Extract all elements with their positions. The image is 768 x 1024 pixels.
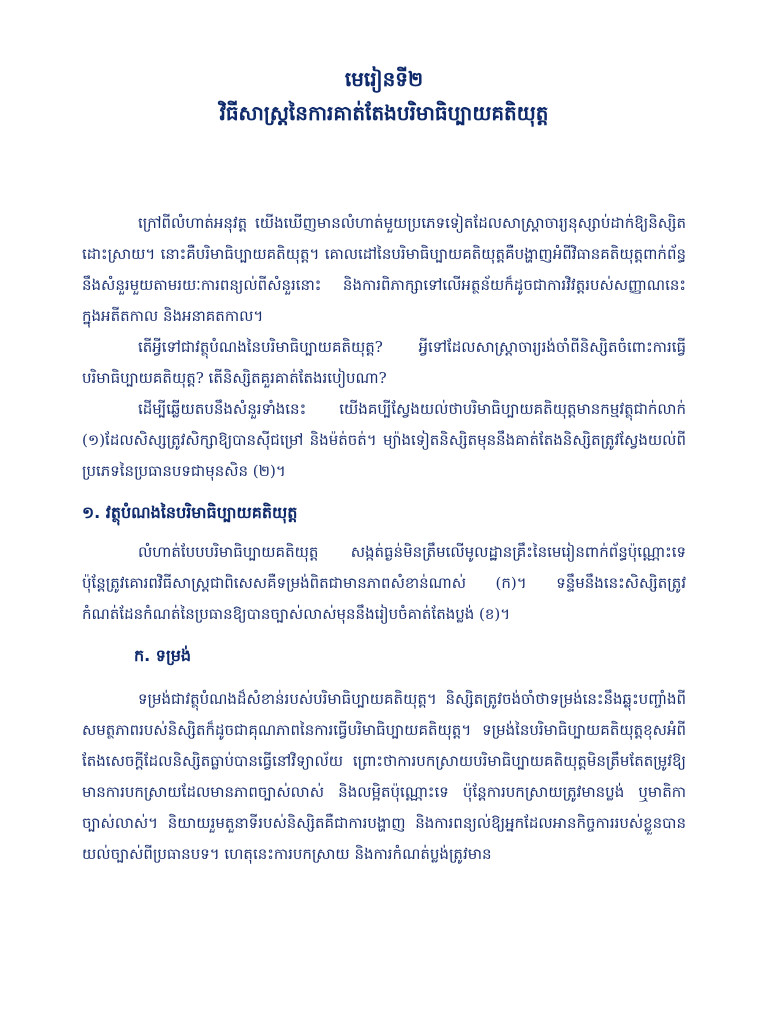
- intro-paragraph-1: ក្រៅពីលំហាត់អនុវត្ត យើងឃើញមានលំហាត់មួយប្រភេទទៀតដែលសាស្ត្រាចារ្យនុស្សាប់ដាក់ឱ្យនិស្សិតដោះស្រាយ។ នោះគឺបរិមាធិប្បាយគតិយុត្ត។ គោលដៅនៃបរិមាធិប្បាយគតិយុត្តគឺបង្ហាញអំពីវិធានគតិយុត្តពាក់ព័ន្ធនឹងសំនួរមួយតាមរយៈការពន្យល់ពីសំនួរនោះ និងការពិភាក្សាទៅលើអត្ថន័យក៏ដូចជាការវិវត្តរបស់សញ្ញាណនេះក្នុងអតីតកាល និងអនាគតកាល។: [82, 214, 686, 325]
- intro-paragraph-2: តើអ្វីទៅជាវត្ថុបំណងនៃបរិមាធិប្បាយគតិយុត្ត? អ្វីទៅដែលសាស្ត្រាចារ្យរង់ចាំពីនិស្សិតចំពោះការធ្វើបរិមាធិប្បាយគតិយុត្ត? តើនិស្សិតគួរគាត់តែងរបៀបណា?: [82, 338, 686, 387]
- section-1-heading: ១. វត្ថុបំណងនៃបរិមាធិប្បាយគតិយុត្ត: [82, 503, 298, 522]
- lesson-title: វិធីសាស្ត្រនៃការគាត់តែងបរិមាធិប្បាយគតិយុត្ត: [219, 101, 549, 125]
- subsection-a-paragraph: ទម្រង់ជាវត្ថុបំណងដ៏សំខាន់របស់បរិមាធិប្បាយគតិយុត្ត។ និស្សិតត្រូវចង់ចាំថាទម្រង់នេះនឹងឆ្លុះបញ្ចាំងពីសមត្ថភាពរបស់និស្សិតក៏ដូចជាគុណភាពនៃការធ្វើបរិមាធិប្បាយគតិយុត្ត។ ទម្រង់នៃបរិមាធិប្បាយគតិយុត្តខុសអំពីតែងសេចក្តីដែលនិស្សិតធ្លាប់បានធ្វើនៅវិទ្យាល័យ ព្រោះថាការបកស្រាយបរិមាធិប្បាយគតិយុត្តមិនត្រឹមតែតម្រូវឱ្យមានការបកស្រាយដែលមានភាពច្បាស់លាស់ និងលម្អិតប៉ុណ្ណោះទេ ប៉ុន្តែការបកស្រាយត្រូវមានប្លង់ ឬមាតិកាច្បាស់លាស់។ និយាយរួមតួនាទីរបស់និស្សិតគឺជាការបង្ហាញ និងការពន្យល់ឱ្យអ្នកដែលអានកិច្ចការរបស់ខ្លួនបានយល់ច្បាស់ពីប្រធានបទ។ ហេតុនេះការបកស្រាយ និងការកំណត់ប្លង់ត្រូវមាន: [82, 690, 686, 863]
- section-1-paragraph: លំហាត់បែបបរិមាធិប្បាយគតិយុត្ត សង្កត់ធ្ងន់មិនត្រឹមលើមូលដ្ឋានគ្រឹះនៃមេរៀនពាក់ព័ន្ធប៉ុណ្ណោះទេ ប៉ុន្តែត្រូវគោរពវិធីសាស្ត្រជាពិសេសគឺទម្រង់ពិតជាមានភាពសំខាន់ណាស់ (ក)។ ទន្ទឹមនឹងនេះសិស្សិតត្រូវកំណត់ដែនកំណត់នៃប្រធានឱ្យបានច្បាស់លាស់មុននឹងរៀបចំគាត់តែងប្លង់ (ខ)។: [82, 543, 686, 623]
- subsection-a-heading: ក. ទម្រង់: [134, 646, 192, 665]
- intro-paragraph-3: ដើម្បីឆ្លើយតបនឹងសំនួរទាំងនេះ យើងគប្បីស្វែងយល់ថាបរិមាធិប្បាយគតិយុត្តមានកម្មវត្ថុជាក់លាក់ (១)ដែលសិស្សត្រូវសិក្សាឱ្យបានស៊ីជម្រៅ និងម៉ត់ចត់។ ម្យ៉ាងទៀតនិស្សិតមុននឹងគាត់តែងនិស្សិតត្រូវស្វែងយល់ពីប្រភេទនៃប្រធានបទជាមុនសិន (២)។: [82, 400, 686, 480]
- document-body: [82, 208, 686, 870]
- lesson-header: [82, 62, 686, 130]
- lesson-number: មេរៀនទី២: [344, 67, 424, 91]
